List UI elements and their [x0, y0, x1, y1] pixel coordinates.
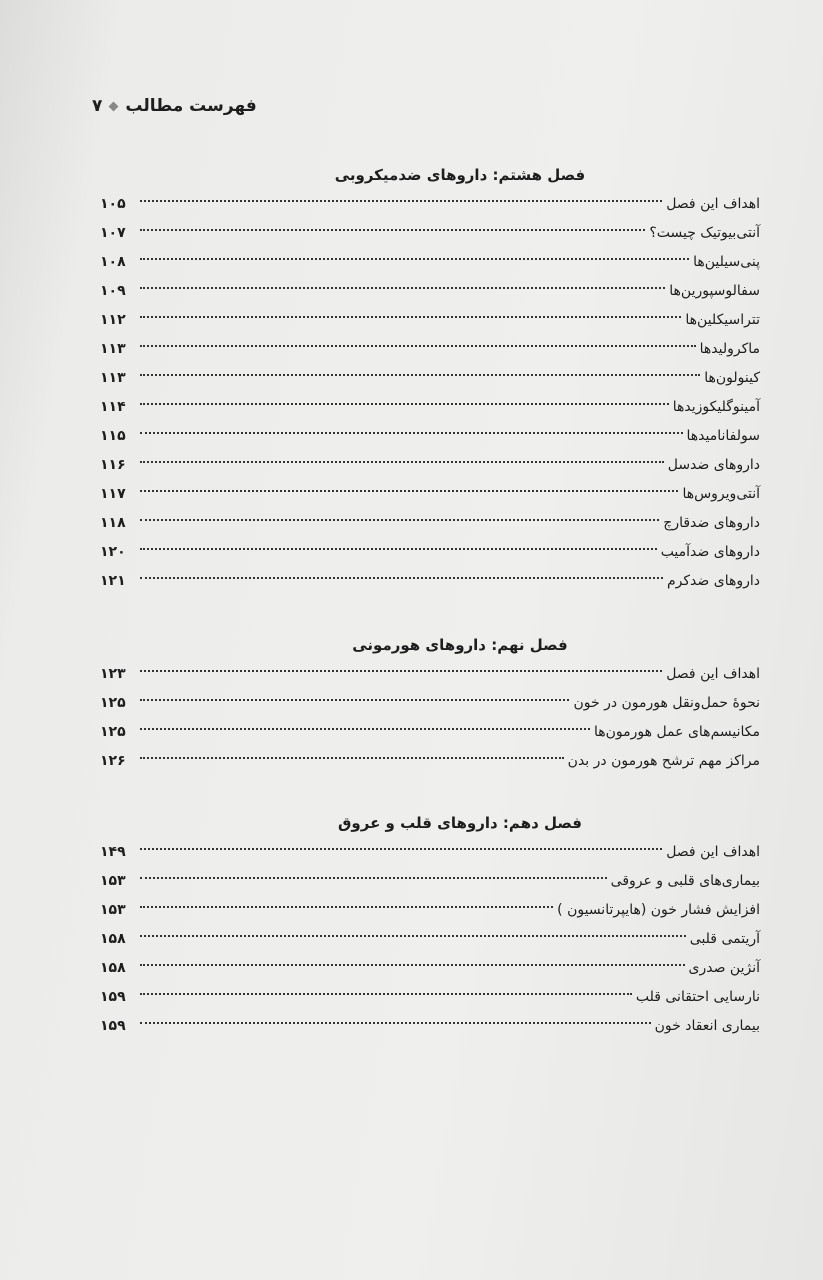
toc-entry[interactable] [100, 248, 760, 277]
toc-entry[interactable] [100, 393, 760, 422]
entry-page: ۱۲۵ [100, 724, 126, 740]
entry-title: کینولون‌ها [704, 370, 760, 386]
entry-page: ۱۱۲ [100, 312, 126, 328]
dot-leader [140, 964, 685, 966]
dot-leader [140, 757, 564, 759]
entry-title: آنتی‌ویروس‌ها [682, 486, 760, 502]
entry-page: ۱۱۷ [100, 486, 126, 502]
entry-page: ۱۱۸ [100, 515, 126, 531]
dot-leader [140, 461, 664, 463]
toc-entry[interactable] [100, 689, 760, 718]
toc-entry[interactable] [100, 277, 760, 306]
toc-entry[interactable] [100, 747, 760, 776]
entry-page: ۱۰۸ [100, 254, 126, 270]
toc-entry[interactable] [100, 335, 760, 364]
dot-leader [140, 906, 553, 908]
entry-page: ۱۰۹ [100, 283, 126, 299]
diamond-icon [109, 101, 119, 111]
dot-leader [140, 200, 662, 202]
chapter-title: فصل هشتم: داروهای ضدمیکروبی [334, 166, 586, 184]
entry-page: ۱۰۵ [100, 196, 126, 212]
entry-title: داروهای ضدآمیب [660, 544, 760, 560]
entry-page: ۱۱۳ [100, 341, 126, 357]
toc-entry[interactable] [100, 896, 760, 925]
dot-leader [140, 490, 678, 492]
dot-leader [140, 316, 681, 318]
dot-leader [140, 848, 662, 850]
entry-title: تتراسیکلین‌ها [685, 312, 760, 328]
entry-title: نارسایی احتقانی قلب [635, 989, 760, 1005]
dot-leader [140, 1022, 651, 1024]
entry-title: ماکرولیدها [699, 341, 760, 357]
entry-title: آنتی‌بیوتیک چیست؟ [649, 225, 760, 241]
entry-page: ۱۵۹ [100, 989, 126, 1005]
entry-title: اهداف این فصل [666, 844, 760, 860]
entry-page: ۱۲۰ [100, 544, 126, 560]
entry-title: بیماری‌های قلبی و عروقی [610, 873, 760, 889]
toc-entry[interactable] [100, 509, 760, 538]
header-page-number: ۷ [92, 96, 103, 116]
toc-entry[interactable] [100, 306, 760, 335]
entry-page: ۱۵۸ [100, 931, 126, 947]
chapter-section [100, 812, 760, 1041]
entry-page: ۱۰۷ [100, 225, 126, 241]
entry-title: اهداف این فصل [666, 666, 760, 682]
entry-page: ۱۲۵ [100, 695, 126, 711]
entry-title: نحوهٔ حمل‌ونقل هورمون در خون [573, 695, 760, 711]
dot-leader [140, 345, 696, 347]
dot-leader [140, 432, 683, 434]
entry-title: آریتمی قلبی [689, 931, 760, 947]
toc-entry[interactable] [100, 983, 760, 1012]
dot-leader [140, 877, 607, 879]
toc-entry[interactable] [100, 660, 760, 689]
chapter-section [100, 634, 760, 776]
entry-page: ۱۱۴ [100, 399, 126, 415]
dot-leader [140, 548, 657, 550]
toc-entry[interactable] [100, 954, 760, 983]
entry-title: مکانیسم‌های عمل هورمون‌ها [593, 724, 760, 740]
entry-title: آمینوگلیکوزیدها [672, 399, 760, 415]
entry-page: ۱۱۶ [100, 457, 126, 473]
entry-page: ۱۱۵ [100, 428, 126, 444]
entry-page: ۱۱۳ [100, 370, 126, 386]
entry-page: ۱۵۸ [100, 960, 126, 976]
entry-title: افزایش فشار خون (هایپرتانسیون ) [557, 902, 760, 918]
entry-page: ۱۵۳ [100, 873, 126, 889]
toc-entry[interactable] [100, 538, 760, 567]
entry-page: ۱۲۳ [100, 666, 126, 682]
toc-entry[interactable] [100, 1012, 760, 1041]
toc-entry[interactable] [100, 838, 760, 867]
toc-entry[interactable] [100, 219, 760, 248]
toc-entry[interactable] [100, 480, 760, 509]
chapter-title: فصل دهم: داروهای قلب و عروق [338, 814, 582, 832]
dot-leader [140, 374, 700, 376]
toc-entry[interactable] [100, 867, 760, 896]
entry-title: آنژین صدری [688, 960, 760, 976]
entry-title: داروهای ضدقارچ [663, 515, 760, 531]
dot-leader [140, 519, 659, 521]
entry-page: ۱۴۹ [100, 844, 126, 860]
toc-entry[interactable] [100, 422, 760, 451]
entry-title: داروهای ضدسل [667, 457, 760, 473]
entry-title: داروهای ضدکرم [667, 573, 760, 589]
dot-leader [140, 699, 569, 701]
entry-page: ۱۵۳ [100, 902, 126, 918]
dot-leader [140, 287, 665, 289]
entry-page: ۱۲۶ [100, 753, 126, 769]
toc-entry[interactable] [100, 718, 760, 747]
entry-title: اهداف این فصل [666, 196, 760, 212]
toc-entry[interactable] [100, 190, 760, 219]
entry-title: سفالوسپورین‌ها [669, 283, 760, 299]
toc-entry[interactable] [100, 451, 760, 480]
dot-leader [140, 728, 590, 730]
dot-leader [140, 935, 686, 937]
entry-title: سولفانامیدها [686, 428, 760, 444]
toc-entry[interactable] [100, 567, 760, 596]
dot-leader [140, 670, 662, 672]
dot-leader [140, 258, 689, 260]
entry-title: بیماری انعقاد خون [654, 1018, 760, 1034]
entry-title: مراکز مهم ترشح هورمون در بدن [567, 753, 760, 769]
dot-leader [140, 993, 632, 995]
running-header [92, 96, 257, 116]
entry-page: ۱۵۹ [100, 1018, 126, 1034]
dot-leader [140, 403, 669, 405]
entry-title: پنی‌سیلین‌ها [693, 254, 760, 270]
chapter-section [100, 164, 760, 596]
chapter-title: فصل نهم: داروهای هورمونی [352, 636, 568, 654]
dot-leader [140, 229, 645, 231]
header-title: فهرست مطالب [125, 96, 257, 116]
entry-page: ۱۲۱ [100, 573, 126, 589]
toc-entry[interactable] [100, 364, 760, 393]
toc-entry[interactable] [100, 925, 760, 954]
dot-leader [140, 577, 663, 579]
